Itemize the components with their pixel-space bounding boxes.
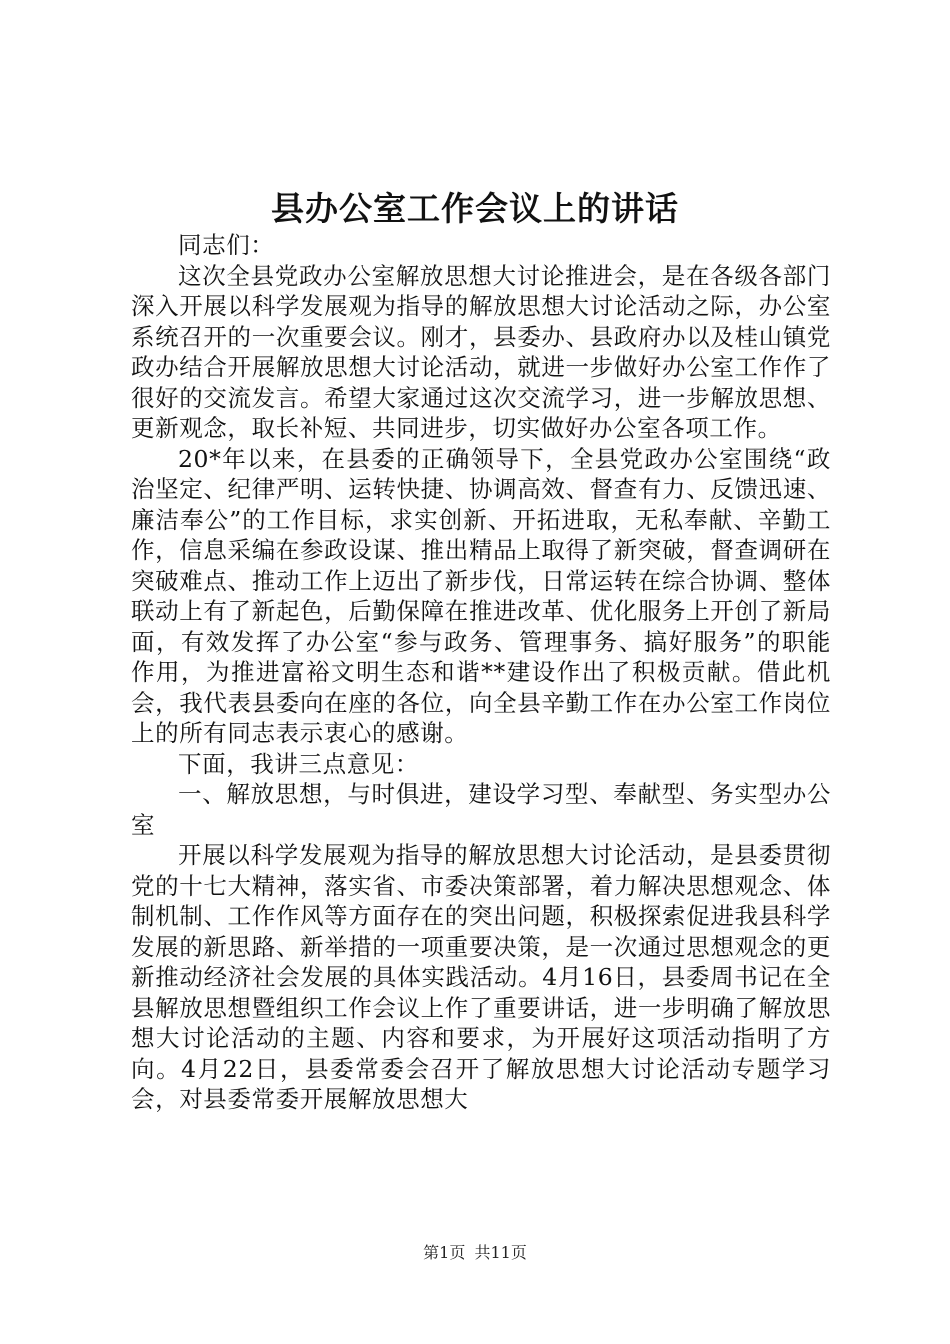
body-paragraph: 20*年以来，在县委的正确领导下，全县党政办公室围绕“政治坚定、纪律严明、运转快捷、协调高效、督查有力、反馈迅速、廉洁奉公”的工作目标，求实创新、开拓进取，无私奉献、辛勤工作，信息采编在参政设谋、推出精品上取得了新突破，督查调研在突破难点、推动工作上迈出了新步伐，日常运转在综合协调、整体联动上有了新起色，后勤保障在推进改革、优化服务上开创了新局面，有效发挥了办公室“参与政务、管理事务、搞好服务”的职能作用，为推进富裕文明生态和谐**建设作出了积极贡献。借此机会，我代表县委向在座的各位，向全县辛勤工作在办公室工作岗位上的所有同志表示衷心的感谢。 [131,444,831,747]
page-footer [0,1242,950,1264]
section-heading: 一、解放思想，与时俱进，建设学习型、奉献型、务实型办公室 [131,780,831,839]
salutation-paragraph: 同志们： [178,231,275,259]
page-number: 第1页 [423,1243,466,1262]
body-paragraph: 开展以科学发展观为指导的解放思想大讨论活动，是县委贯彻党的十七大精神，落实省、市委决策部署，着力解决思想观念、体制机制、工作作风等方面存在的突出问题，积极探索促进我县科学发展的新思路、新举措的一项重要决策，是一次通过思想观念的更新推动经济社会发展的具体实践活动。4月16日，县委周书记在全县解放思想暨组织工作会议上作了重要讲话，进一步明确了解放思想大讨论活动的主题、内容和要求，为开展好这项活动指明了方向。4月22日，县委常委会召开了解放思想大讨论活动专题学习会，对县委常委开展解放思想大 [131,841,831,1113]
document-title: 县办公室工作会议上的讲话 [271,189,679,228]
page-total: 共11页 [474,1243,527,1262]
body-paragraph: 下面，我讲三点意见： [178,749,419,778]
body-paragraph: 这次全县党政办公室解放思想大讨论推进会，是在各级各部门深入开展以科学发展观为指导的解放思想大讨论活动之际，办公室系统召开的一次重要会议。刚才，县委办、县政府办以及桂山镇党政办结合开展解放思想大讨论活动，就进一步做好办公室工作作了很好的交流发言。希望大家通过这次交流学习，进一步解放思想、更新观念，取长补短、共同进步，切实做好办公室各项工作。 [131,261,831,442]
document-body [131,230,831,1115]
